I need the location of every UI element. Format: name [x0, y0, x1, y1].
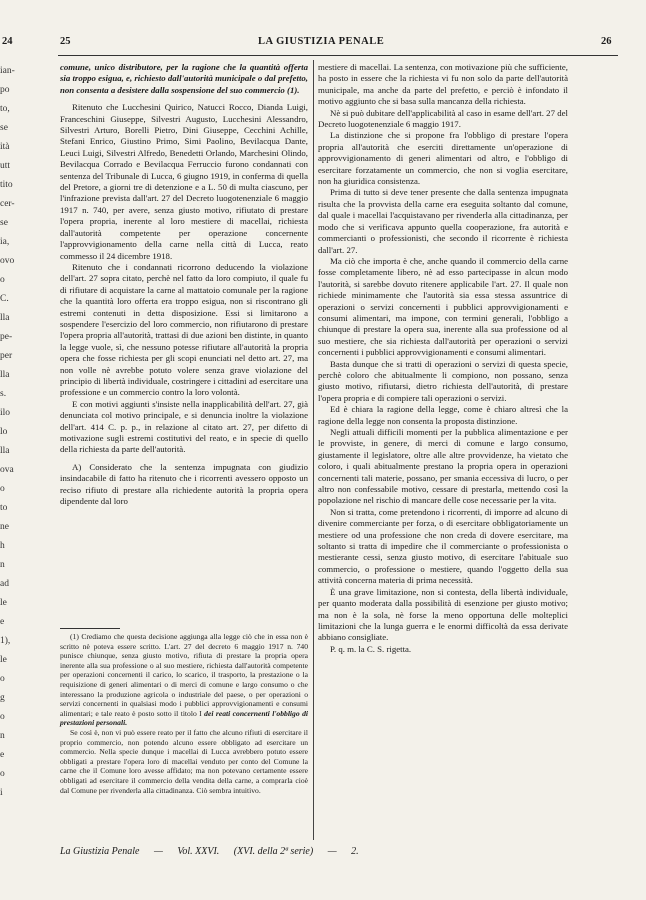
margin-fragment: ova [0, 465, 14, 475]
margin-fragment: o [0, 484, 5, 494]
footnote-title-italic: dei reati concernenti l'obbligo di prestazioni personali. [60, 708, 308, 728]
margin-fragment: ia, [0, 237, 10, 247]
paragraph: La distinzione che si propone fra l'obbligo di prestare l'opera propria all'autorità che eserciti direttamente un'operazione di approvvigionamento di generi alimentari od altro, e l'obbligo di esercitare forzatamente un commercio, che non si voglia esercitare, non ha giuridica consistenza. [318, 130, 568, 187]
right-column [318, 62, 568, 655]
footer-journal: La Giustizia Penale [60, 846, 140, 857]
paragraph: Prima di tutto si deve tener presente che dalla sentenza impugnata risulta che la provvista della carne era eseguita soltanto dal comune, dal quale i macellai l'acquistavano per rivenderla alla cittadinanza, per modo che si verificava appunto quella cooperazione, fra autorità e commercianti o professionisti, che secondo il ricorrente è richiesta dall'art. 27. [318, 187, 568, 255]
paragraph: Ed è chiara la ragione della legge, come è chiaro altresì che la ragione della legge non consenta la proposta distinzione. [318, 404, 568, 426]
footer-fascicle: 2. [351, 846, 359, 857]
footnote-text: (1) Crediamo che questa decisione aggiunga alla legge ciò che in essa non è scritto nè poteva essere scritto. L'art. 27 del decreto 6 maggio 1917 n. 740 punisce chiunque, senza giusto motivo, rifiuta di prestare la propria opera inerente alla sua professione o al suo mestiere, richiesta dall'autorità competente per operazioni concernenti il carico, lo scarico, il trasporto, la prestazione o la requisizione di generi alimentari o di merci di comune e largo consumo o che interessano la produzione agricola o industriale del paese, o per operazioni o servizi concernenti in qualsiasi modo i pubblici approvvigionamenti e consumi alimentari; e tale reato è posto sotto il titolo I [60, 632, 308, 718]
footnote-rule [60, 628, 120, 629]
margin-fragment: n [0, 560, 5, 570]
paragraph: A) Considerato che la sentenza impugnata con giudizio insindacabile di fatto ha ritenuto che i ricorrenti avessero opposto un reciso rifiuto di prestare alla richiedente autorità la propria opera dipendente dal loro [60, 461, 308, 507]
footnote-paragraph [60, 632, 308, 728]
margin-fragment: le [0, 598, 7, 608]
column-divider [313, 60, 314, 840]
margin-fragment: pe- [0, 332, 13, 342]
margin-fragment: tito [0, 180, 13, 190]
margin-fragment: s. [0, 389, 7, 399]
margin-fragment: o [0, 769, 5, 779]
margin-fragment: lla [0, 446, 10, 456]
margin-fragment: to, [0, 104, 10, 114]
margin-fragment: per [0, 351, 13, 361]
footer-volume: Vol. XXVI. [177, 846, 220, 857]
margin-fragment: utt [0, 161, 11, 171]
page-footer [60, 846, 620, 857]
margin-fragment: ne [0, 522, 9, 532]
adjacent-page-margin [0, 66, 13, 807]
footer-separator: — [153, 846, 163, 857]
paragraph: Ma ciò che importa è che, anche quando il commercio della carne fosse completamente libero, nè ad esso partecipasse in alcun modo l'autorità, si sarebbe dovuto ritenere applicabile l'art. 27. Il quale non richiede minimamente che l'autorità sia essa stessa assuntrice di operazioni o servizi concernenti i pubblici approvvigionamenti e consumi alimentari, ma impone, con termini generali, l'obbligo a chiunque di prestare la opera sua, inerente alla sua professione od al suo mestiere, che sia richiesta dall'autorità per operazioni o servizi concernenti i pubblici approvvigionamenti e consumi alimentari. [318, 255, 568, 358]
journal-title: LA GIUSTIZIA PENALE [258, 36, 385, 47]
footer-series: (XVI. della 2ª serie) [233, 846, 314, 857]
margin-fragment: le [0, 655, 7, 665]
margin-fragment: ilo [0, 408, 11, 418]
footnote-paragraph: Se così è, non vi può essere reato per il fatto che alcuno rifiuti di esercitare il proprio commercio, non potendo alcuno essere obbligato ad esercitare un commercio. Nella specie dunque i macellai di Lucca avrebbero potuto essere obbligati a prestare l'opera loro di macellai venduto per conto del Comune la carne che il Comune loro avesse affidato; ma non potevano certamente essere obbligati ad esercitare il commercio della vendita della carne, a comprarla cioè dal Comune per rivenderla alla cittadinanza. Ciò sembra intuitivo. [60, 727, 308, 795]
paragraph: Non si tratta, come pretendono i ricorrenti, di imporre ad alcuno di divenire commerciante per forza, o di esercitare obbligatoriamente un mestiere od una professione che non creda di dovere esercitare, ma soltanto si tratta di impedire che il commerciante o professionista o mestierante cessi, senza giusto motivo, di esercitare l'abituale suo commercio, o professione o mestiere, quando l'oggetto della sua attività concerna materia di prima necessità. [318, 506, 568, 586]
margin-fragment: o [0, 712, 5, 722]
paragraph: Basta dunque che si tratti di operazioni o servizi di questa specie, perchè coloro che abitualmente li compiono, non possano, senza giusto motivo, rifiutarsi, dietro richiesta dell'autorità, di prestare l'opera propria e di compiere tali operazioni o servizi. [318, 358, 568, 403]
margin-fragment: ovo [0, 256, 15, 266]
margin-fragment: to [0, 503, 8, 513]
page-number-left: 25 [60, 36, 71, 47]
margin-fragment: 1), [0, 636, 11, 646]
paragraph: Negli attuali difficili momenti per la pubblica alimentazione e per le provviste, in genere, di merci di comune e largo consumo, giustamente il legislatore, oltre alle altre provvidenze, ha vietato che coloro, i quali abitualmente prestano la propria opera in operazioni concernenti tali materie, possano, per smania eccessiva di lucro, o per altro non confessabile motivo, cessare di prestarla, mettendo così la popolazione nel rischio di mancare delle cose necessarie per la vita. [318, 427, 568, 506]
margin-fragment: se [0, 218, 8, 228]
adjacent-page-number: 24 [2, 36, 13, 47]
page-header [0, 36, 646, 52]
margin-fragment: lla [0, 313, 10, 323]
paragraph: Ritenuto che Lucchesini Quirico, Natucci Rocco, Dianda Luigi, Franceschini Giuseppe, Silvestri Augusto, Lucchesini Alessandro, Silvestri Arturo, Borelli Pietro, Dini Giuseppe, Cecchini Achille, Stefani Enrico, Giustino Primo, Simi Paolino, Bevilacqua Dante, Leuci Luigi, Silvestri Alfredo, Benedetti Orlando, Marchesini Olindo, Bevilacqua Corrado e Bevilacqua Ferruccio furono condannati con sentenza del Tribunale di Lucca, 6 giugno 1919, in conferma di quella del Pretore, a giorni tre di detenzione e a L. 50 di multa ciascuno, per l'infrazione prevista dall'art. 27 del Decreto luogotenenziale 6 maggio 1917 n. 740, per avere, senza giusto motivo, rifiutato di prestare l'opera propria, inerente al loro mestiere di macellai, richiesta dall'autorità competente per operazione concernente l'approvvigionamento della carne nella città di Lucca, reato commesso il 24 dicembre 1918. [60, 102, 308, 261]
paragraph: Ritenuto che i condannati ricorrono deducendo la violazione dell'art. 27 sopra citato, perchè nel fatto da loro compiuto, il quale fu di rifiutare di acquistare la carne al mattatoio comunale per la ragione che la quantità loro offerta era troppo esigua, non si riscontrano gli estremi contenuti in detta disposizione. Essi si limitarono a sospendere l'esercizio del loro commercio, non rifiutarono di prestare l'opera propria all'autorità, trattasi di due azioni ben distinte, in quanto la legge vuole, sì, che nessuno potesse rifiutare all'autorità la propria opera che fosse richiesta per gli scopi enunciati nel detto art. 27, ma non volle nè avrebbe potuto volere senza grave violazione del principio di libertà individuale, costringere i cittadini ad esercitare una professione e un commercio contro la loro volontà. [60, 261, 308, 398]
margin-fragment: C. [0, 294, 9, 304]
margin-fragment: i [0, 788, 3, 798]
paragraph: Nè si può dubitare dell'applicabilità al caso in esame dell'art. 27 del Decreto luogotenenziale 6 maggio 1917. [318, 107, 568, 130]
margin-fragment: o [0, 674, 5, 684]
footnote [60, 628, 308, 795]
margin-fragment: e [0, 617, 5, 627]
margin-fragment: h [0, 541, 5, 551]
margin-fragment: ità [0, 142, 10, 152]
verdict: P. q. m. la C. S. rigetta. [330, 643, 412, 654]
maxim-continuation: comune, unico distributore, per la ragione che la quantità offerta sia troppo esigua, e, richiesto dall'autorità municipale o dal prefetto, non consenta a desistere dalla sospensione del suo commercio (1). [60, 62, 308, 95]
header-rule [58, 55, 618, 56]
paragraph: È una grave limitazione, non si contesta, della libertà individuale, per quanto moderata dalla possibilità di esenzione per giusto motivo; ma non è la sola, nè forse la meno opportuna delle molteplici limitazioni che la lunga guerra e le enormi difficoltà da essa derivate abbiano consigliate. [318, 586, 568, 643]
left-column [60, 62, 308, 507]
paragraph: mestiere di macellai. La sentenza, con motivazione più che sufficiente, ha posto in essere che la richiesta vi fu non solo da parte dell'autorità municipale, ma anche da parte del prefetto, e perciò è infondato il motivo aggiunto che si basa sulla mancanza della richiesta. [318, 62, 568, 107]
margin-fragment: po [0, 85, 10, 95]
margin-fragment: n [0, 731, 5, 741]
paragraph: E con motivi aggiunti s'insiste nella inapplicabilità dell'art. 27, già denunciata col motivo principale, e si denuncia inoltre la violazione dell'art. 414 C. p. p., in relazione al citato art. 27, per difetto di motivazione sugli estremi costitutivi del reato, e in specie di quello della richiesta da parte dell'autorità. [60, 398, 308, 455]
page-number-right: 26 [601, 36, 612, 47]
margin-fragment: lla [0, 370, 10, 380]
margin-fragment: ian- [0, 66, 15, 76]
footer-separator: — [327, 846, 337, 857]
margin-fragment: ad [0, 579, 9, 589]
margin-fragment: cer- [0, 199, 15, 209]
margin-fragment: o [0, 275, 5, 285]
margin-fragment: e [0, 750, 5, 760]
margin-fragment: g [0, 693, 5, 703]
margin-fragment: se [0, 123, 8, 133]
margin-fragment: lo [0, 427, 8, 437]
